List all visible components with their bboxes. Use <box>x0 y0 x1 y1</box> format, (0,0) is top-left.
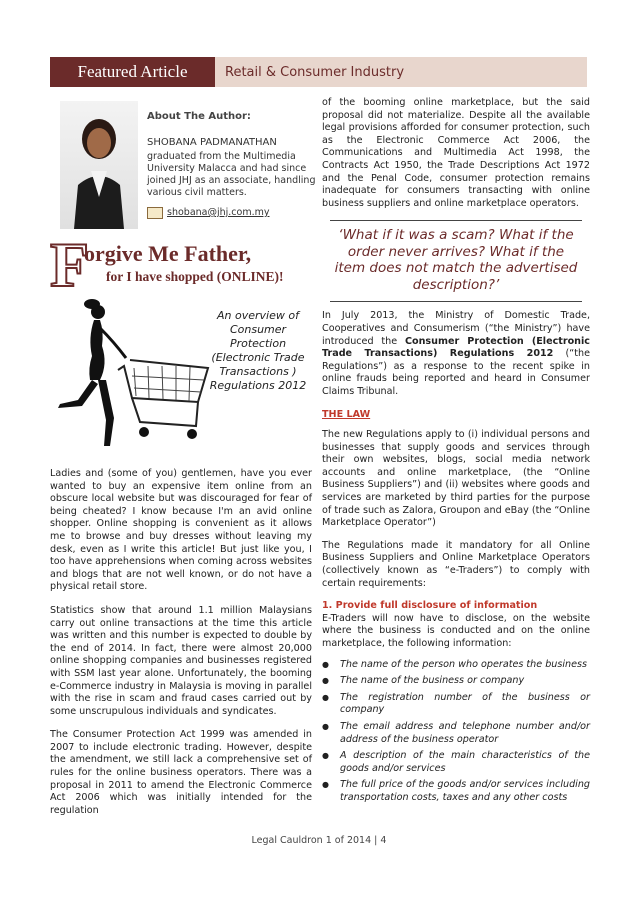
left-paragraph-1: Ladies and (some of you) gentlemen, have you ever wanted to buy an expensive item online from an obscure local website but was discouraged for fear of being cheated? I know because I'm an avid online shopper. Online shopping is convenient as it allows me to browse and buy dresses without leaving my desk, even as I write this article! But just like you, I too have apprehensions when coming across websites and blogs that are not well known, or do not have a physical retail store. <box>50 468 312 593</box>
right-column <box>322 97 590 809</box>
regulations-name: Consumer Protection (Electronic Trade Transactions) Regulations 2012 <box>322 335 590 360</box>
right-intro: of the booming online marketplace, but the said proposal did not materialize. Despite all the available legal provisions afforded for consumer protection, such as the Electronic Commerce Act 2006, the Communications and Multimedia Act 1998, the Contracts Act 1950, the Trade Descriptions Act 1972 and the Penal Code, consumer protection remains inadequate for consumers transacting with online business suppliers and online marketplace operators. <box>322 97 590 209</box>
left-column <box>50 468 312 828</box>
author-name: SHOBANA PADMANATHAN <box>147 137 277 148</box>
envelope-icon <box>147 207 163 219</box>
right-paragraph-1: In July 2013, the Ministry of Domestic Trade, Cooperatives and Consumerism (“the Ministry”) have introduced the Consumer Protection (Electronic Trade Transactions) Regulations 2012 (“the Regulations”) as a response to the recent spike in online frauds being reported and heard in Consumer Claims Tribunal. <box>322 310 591 397</box>
author-box <box>60 101 316 231</box>
right-paragraph-4: E-Traders will now have to disclose, on the website where the business is conducted and on the online marketplace, the following information: <box>322 612 590 649</box>
author-heading: About The Author: <box>147 111 251 122</box>
list-item: ● The registration number of the business or company <box>322 692 590 717</box>
header-featured-article: Featured Article <box>50 57 215 87</box>
list-item: ● A description of the main characteristics of the goods and/or services <box>322 750 590 775</box>
list-item: ● The name of the business or company <box>322 675 590 688</box>
list-item: ● The full price of the goods and/or services including transportation costs, taxes and any other costs <box>322 779 590 804</box>
title-line-2: for I have shopped (ONLINE)! <box>106 269 284 284</box>
page-footer: Legal Cauldron 1 of 2014 | 4 <box>251 835 387 846</box>
page-header <box>50 57 587 87</box>
right-paragraph-2: The new Regulations apply to (i) individual persons and businesses that supply goods and services through their own websites, blogs, social media network accounts and online marketplace, (the “Online Business Suppliers”) and (ii) websites where goods and services are marketed by third parties for the purpose of trade such as Zalora, Groupon and eBay (the “Online Marketplace Operator”) <box>322 429 590 529</box>
pull-quote-box <box>330 220 582 302</box>
disclosure-list <box>322 659 590 805</box>
overview-caption: An overview of Consumer Protection (Electronic Trade Transactions ) Regulations 2012 <box>209 309 307 392</box>
author-photo <box>60 101 138 229</box>
list-item: ● The name of the person who operates the business <box>322 659 590 672</box>
section-heading-the-law: THE LAW <box>322 408 371 420</box>
title-dropcap: F <box>50 229 90 300</box>
shopper-cart-illustration <box>48 298 218 458</box>
right-paragraph-3: The Regulations made it mandatory for all Online Business Suppliers and Online Marketplace Operators (collectively known as “e-Traders”) to comply with certain requirements: <box>322 539 590 589</box>
sub-heading-disclosure: 1. Provide full disclosure of information <box>322 600 538 612</box>
pull-quote: ‘What if it was a scam? What if the order never arrives? What if the item does not match the advertised description?’ <box>334 227 578 293</box>
title-line-1: orgive Me Father, <box>84 241 252 266</box>
left-paragraph-3: The Consumer Protection Act 1999 was amended in 2007 to include electronic trading. However, despite the amendment, we still lack a comprehensive set of rules for the online business operators. There was a proposal in 2011 to amend the Electronic Commerce Act 2006 which was initially intended for the regulation <box>50 729 312 816</box>
header-category: Retail & Consumer Industry <box>215 57 587 87</box>
list-item: ● The email address and telephone number and/or address of the business operator <box>322 721 590 746</box>
article-title <box>50 229 312 300</box>
author-bio: graduated from the Multimedia University Malacca and had since joined JHJ as an associate, handling various civil matters. <box>147 151 316 198</box>
left-paragraph-2: Statistics show that around 1.1 million Malaysians carry out online transactions at the time this article was written and this number is expected to double by the end of 2014. In fact, there were almost 20,000 online shopping companies and businesses registered with SSM last year alone. Unfortunately, the booming e-Commerce industry in Malaysia is moving in parallel with the rise in scam and fraud cases carried out by some unscrupulous individuals and syndicates. <box>50 604 312 717</box>
author-email-link[interactable]: shobana@jhj.com.my <box>167 207 270 218</box>
